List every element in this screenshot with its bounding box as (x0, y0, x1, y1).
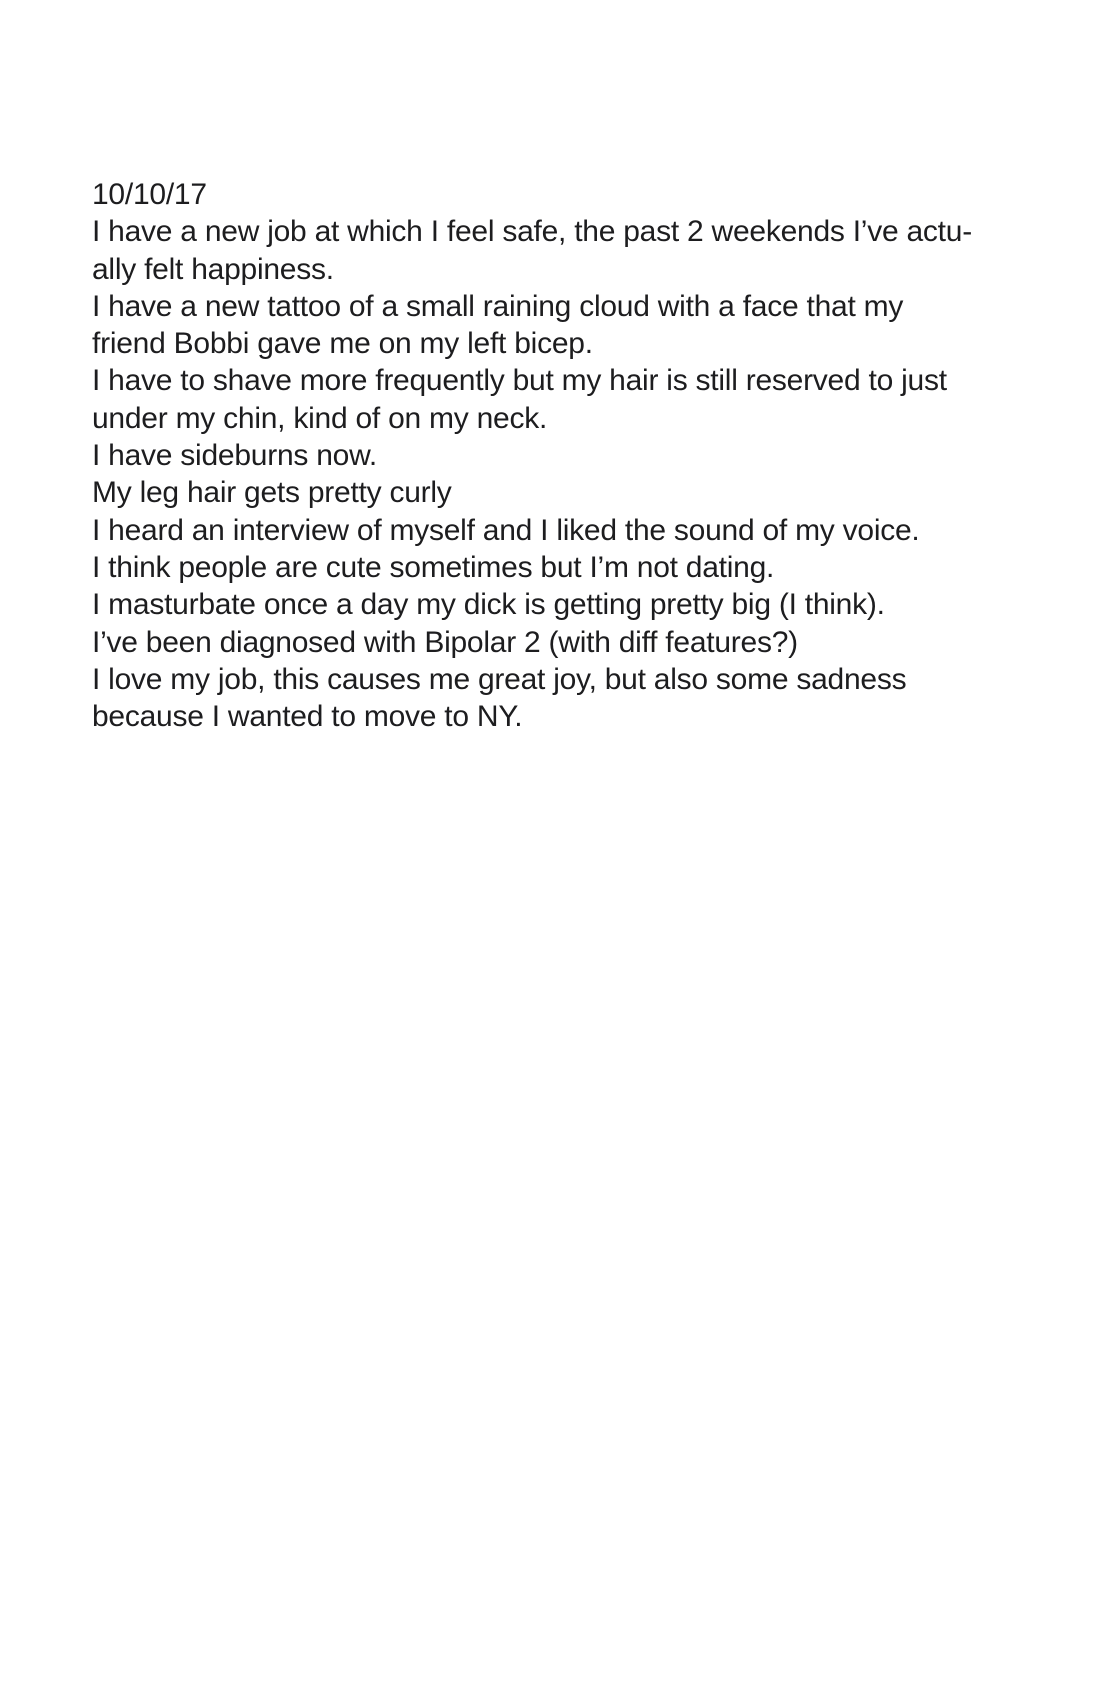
journal-entry (92, 176, 972, 735)
text-line: because I wanted to move to NY. (92, 700, 523, 734)
text-line: I have sideburns now. (92, 439, 377, 473)
entry-date: 10/10/17 (92, 178, 207, 211)
text-line: I love my job, this causes me great joy, but also some sadness (92, 662, 907, 696)
text-line: My leg hair gets pretty curly (92, 476, 452, 510)
text-line: ally felt happiness. (92, 252, 334, 286)
text-line: I have to shave more frequently but my hair is still reserved to just (92, 364, 947, 398)
text-line: I have a new job at which I feel safe, the past 2 weekends I’ve actu- (92, 215, 972, 249)
text-line: I masturbate once a day my dick is getting pretty big (I think). (92, 588, 885, 622)
text-line: I think people are cute sometimes but I’m not dating. (92, 550, 775, 584)
text-line: I have a new tattoo of a small raining cloud with a face that my (92, 289, 904, 323)
text-line: I’ve been diagnosed with Bipolar 2 (with diff features?) (92, 625, 798, 659)
text-line: under my chin, kind of on my neck. (92, 401, 548, 435)
text-line: friend Bobbi gave me on my left bicep. (92, 327, 593, 361)
text-line: I heard an interview of myself and I liked the sound of my voice. (92, 513, 920, 547)
